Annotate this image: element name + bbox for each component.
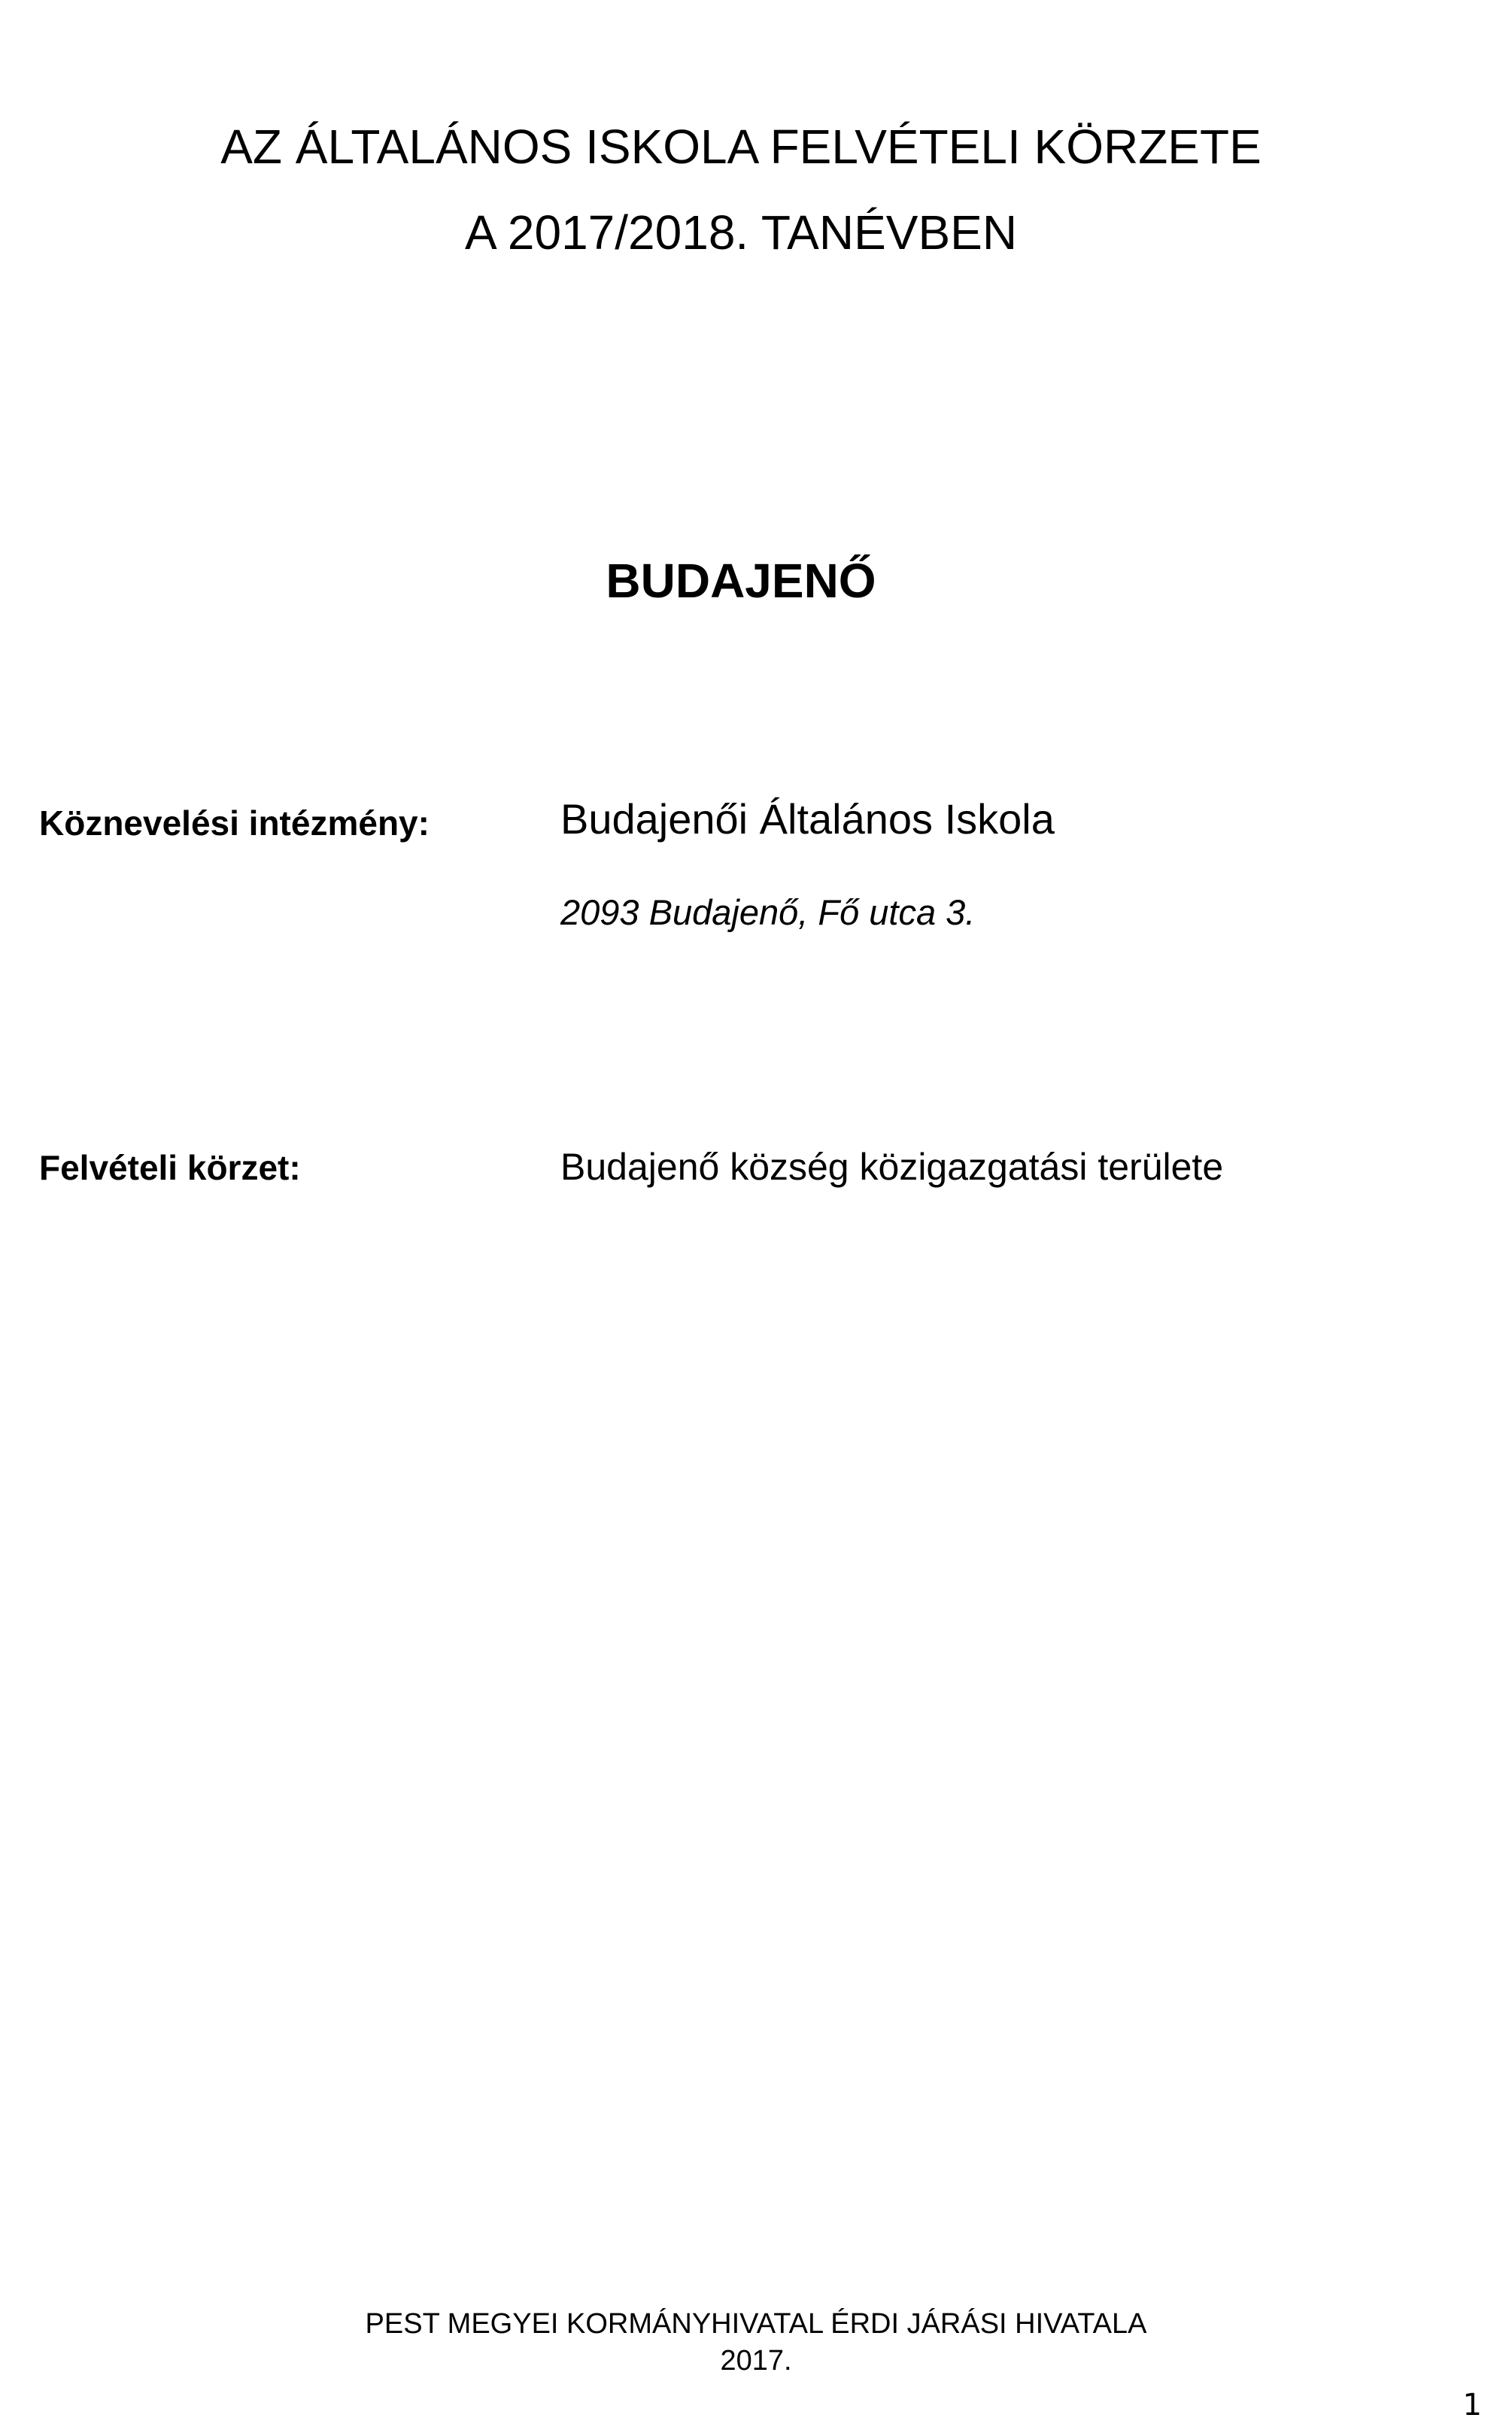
institution-label: Köznevelési intézmény: <box>39 803 430 843</box>
footer-year: 2017. <box>720 2345 792 2377</box>
page-number: 1 <box>1462 2388 1482 2422</box>
document-title-line-1: AZ ÁLTALÁNOS ISKOLA FELVÉTELI KÖRZETE <box>220 120 1262 174</box>
institution-address: 2093 Budajenő, Fő utca 3. <box>560 892 976 932</box>
footer-issuer: PEST MEGYEI KORMÁNYHIVATAL ÉRDI JÁRÁSI HIVATALA <box>365 2308 1147 2340</box>
institution-name: Budajenői Általános Iskola <box>560 795 1055 843</box>
settlement-heading: BUDAJENŐ <box>606 554 876 608</box>
district-value: Budajenő község közigazgatási területe <box>560 1146 1224 1188</box>
district-label: Felvételi körzet: <box>39 1148 301 1187</box>
document-title-line-2: A 2017/2018. TANÉVBEN <box>464 205 1018 260</box>
